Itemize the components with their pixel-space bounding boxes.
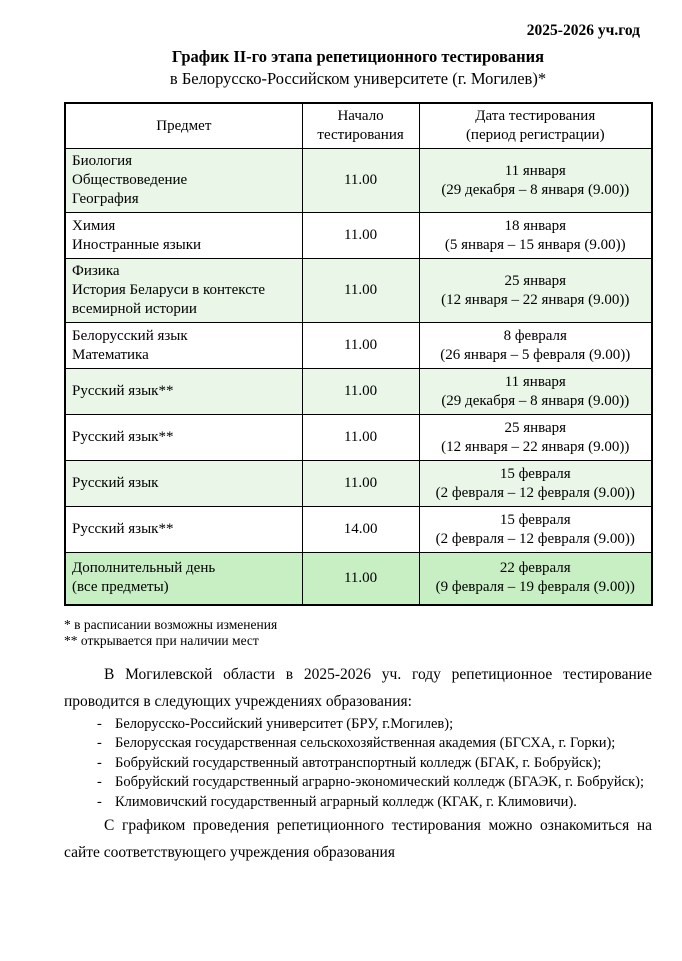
institution-item	[64, 734, 652, 754]
institution-name: Климовичский государственный аграрный колледж (КГАК, г. Климовичи).	[115, 793, 577, 810]
test-date: 15 февраля	[499, 465, 571, 482]
header-start-line-1: Начало	[337, 108, 384, 124]
subject-line: Русский язык**	[72, 429, 174, 445]
test-date: 25 января	[504, 272, 567, 289]
institution-item	[64, 793, 652, 813]
subject-line: Дополнительный день	[72, 560, 216, 577]
subject-cell	[65, 507, 302, 553]
institutions-list	[64, 715, 652, 813]
title-line-2: в Белорусско-Российском университете (г. Могилев)*	[169, 69, 547, 88]
test-date: 8 февраля	[503, 327, 567, 344]
date-cell	[419, 461, 652, 507]
subject-line: Математика	[72, 346, 149, 363]
subject-line: Физика	[72, 263, 120, 279]
subject-line: Иностранные языки	[72, 236, 202, 253]
date-cell	[419, 149, 652, 213]
header-start-time	[302, 103, 419, 149]
table-row	[65, 461, 652, 507]
start-time-cell: 11.00	[302, 323, 419, 369]
test-date: 15 февраля	[499, 511, 571, 528]
table-row-additional-day	[65, 553, 652, 605]
subject-line: История Беларуси в контексте всемирной истории	[72, 282, 266, 317]
test-date: 11 января	[504, 162, 566, 179]
body-text	[64, 661, 652, 867]
start-time-cell: 11.00	[302, 553, 419, 605]
test-date: 18 января	[504, 217, 567, 234]
header-date	[419, 103, 652, 149]
institution-name: Бобруйский государственный аграрно-экономический колледж (БГАЭК, г. Бобруйск);	[115, 774, 645, 790]
subject-line: Белорусский язык	[72, 327, 188, 344]
institution-item	[64, 773, 652, 793]
dash-bullet: -	[97, 774, 102, 790]
subject-cell	[65, 369, 302, 415]
start-time-cell: 11.00	[302, 213, 419, 259]
dash-bullet: -	[97, 793, 102, 810]
subject-cell	[65, 323, 302, 369]
date-cell	[419, 369, 652, 415]
test-date: 25 января	[504, 419, 567, 436]
header-start-line-2: тестирования	[317, 127, 404, 143]
subject-line: География	[72, 191, 139, 207]
table-row	[65, 415, 652, 461]
registration-period: (2 февраля – 12 февраля (9.00))	[435, 530, 635, 547]
school-year-label: 2025-2026 уч.год	[526, 22, 640, 39]
dash-bullet: -	[97, 735, 102, 751]
subject-line: Биология	[72, 153, 133, 169]
registration-period: (12 января – 22 января (9.00))	[441, 438, 630, 455]
institution-name: Белорусско-Российский университет (БРУ, г.Могилев);	[115, 715, 454, 732]
table-row	[65, 323, 652, 369]
title-line-1: График II-го этапа репетиционного тестирования	[171, 47, 545, 66]
subject-cell	[65, 415, 302, 461]
table-header-row	[65, 103, 652, 149]
header-date-line-1: Дата тестирования	[475, 108, 596, 124]
start-time-cell: 11.00	[302, 415, 419, 461]
table-row	[65, 369, 652, 415]
table-row	[65, 259, 652, 323]
start-time-cell: 11.00	[302, 369, 419, 415]
document-title	[64, 46, 652, 90]
test-date: 11 января	[504, 373, 566, 390]
table-row	[65, 507, 652, 553]
date-cell	[419, 323, 652, 369]
testing-schedule-table	[64, 102, 653, 606]
dash-bullet: -	[97, 754, 102, 771]
subject-cell	[65, 213, 302, 259]
test-date: 22 февраля	[499, 560, 571, 577]
registration-period: (29 декабря – 8 января (9.00))	[441, 181, 630, 198]
registration-period: (9 февраля – 19 февраля (9.00))	[435, 579, 635, 596]
start-time-cell: 11.00	[302, 149, 419, 213]
institution-item	[64, 754, 652, 774]
registration-period: (26 января – 5 февраля (9.00))	[440, 346, 631, 363]
subject-cell	[65, 259, 302, 323]
table-row	[65, 149, 652, 213]
institution-name: Белорусская государственная сельскохозяйственная академия (БГСХА, г. Горки);	[115, 735, 616, 751]
subject-line: Химия	[72, 217, 116, 234]
header-date-line-2: (период регистрации)	[465, 127, 605, 143]
intro-paragraph: В Могилевской области в 2025-2026 уч. году репетиционное тестирование проводится в следующих учреждениях образования:	[64, 665, 652, 710]
footnote-availability: ** открывается при наличии мест	[64, 632, 259, 648]
outro-paragraph: С графиком проведения репетиционного тестирования можно ознакомиться на сайте соответствующего учреждения образования	[64, 817, 652, 861]
date-cell	[419, 415, 652, 461]
start-time-cell: 11.00	[302, 461, 419, 507]
subject-line: Русский язык**	[72, 383, 174, 399]
start-time-cell: 11.00	[302, 259, 419, 323]
date-cell	[419, 507, 652, 553]
subject-line: Русский язык**	[72, 521, 174, 537]
subject-cell	[65, 149, 302, 213]
footnotes	[64, 617, 652, 649]
institution-name: Бобруйский государственный автотранспортный колледж (БГАК, г. Бобруйск);	[115, 754, 602, 771]
registration-period: (5 января – 15 января (9.00))	[444, 236, 626, 253]
footnote-schedule-changes: * в расписании возможны изменения	[64, 616, 278, 632]
registration-period: (2 февраля – 12 февраля (9.00))	[435, 484, 635, 501]
institution-item	[64, 715, 652, 735]
table-row	[65, 213, 652, 259]
subject-line: (все предметы)	[72, 579, 169, 596]
subject-line: Русский язык	[72, 475, 159, 491]
dash-bullet: -	[97, 715, 102, 732]
header-subject: Предмет	[65, 103, 302, 149]
start-time-cell: 14.00	[302, 507, 419, 553]
registration-period: (12 января – 22 января (9.00))	[441, 291, 630, 308]
subject-cell	[65, 553, 302, 605]
subject-line: Обществоведение	[72, 172, 188, 188]
date-cell	[419, 259, 652, 323]
date-cell	[419, 553, 652, 605]
registration-period: (29 декабря – 8 января (9.00))	[441, 392, 630, 409]
subject-cell	[65, 461, 302, 507]
date-cell	[419, 213, 652, 259]
